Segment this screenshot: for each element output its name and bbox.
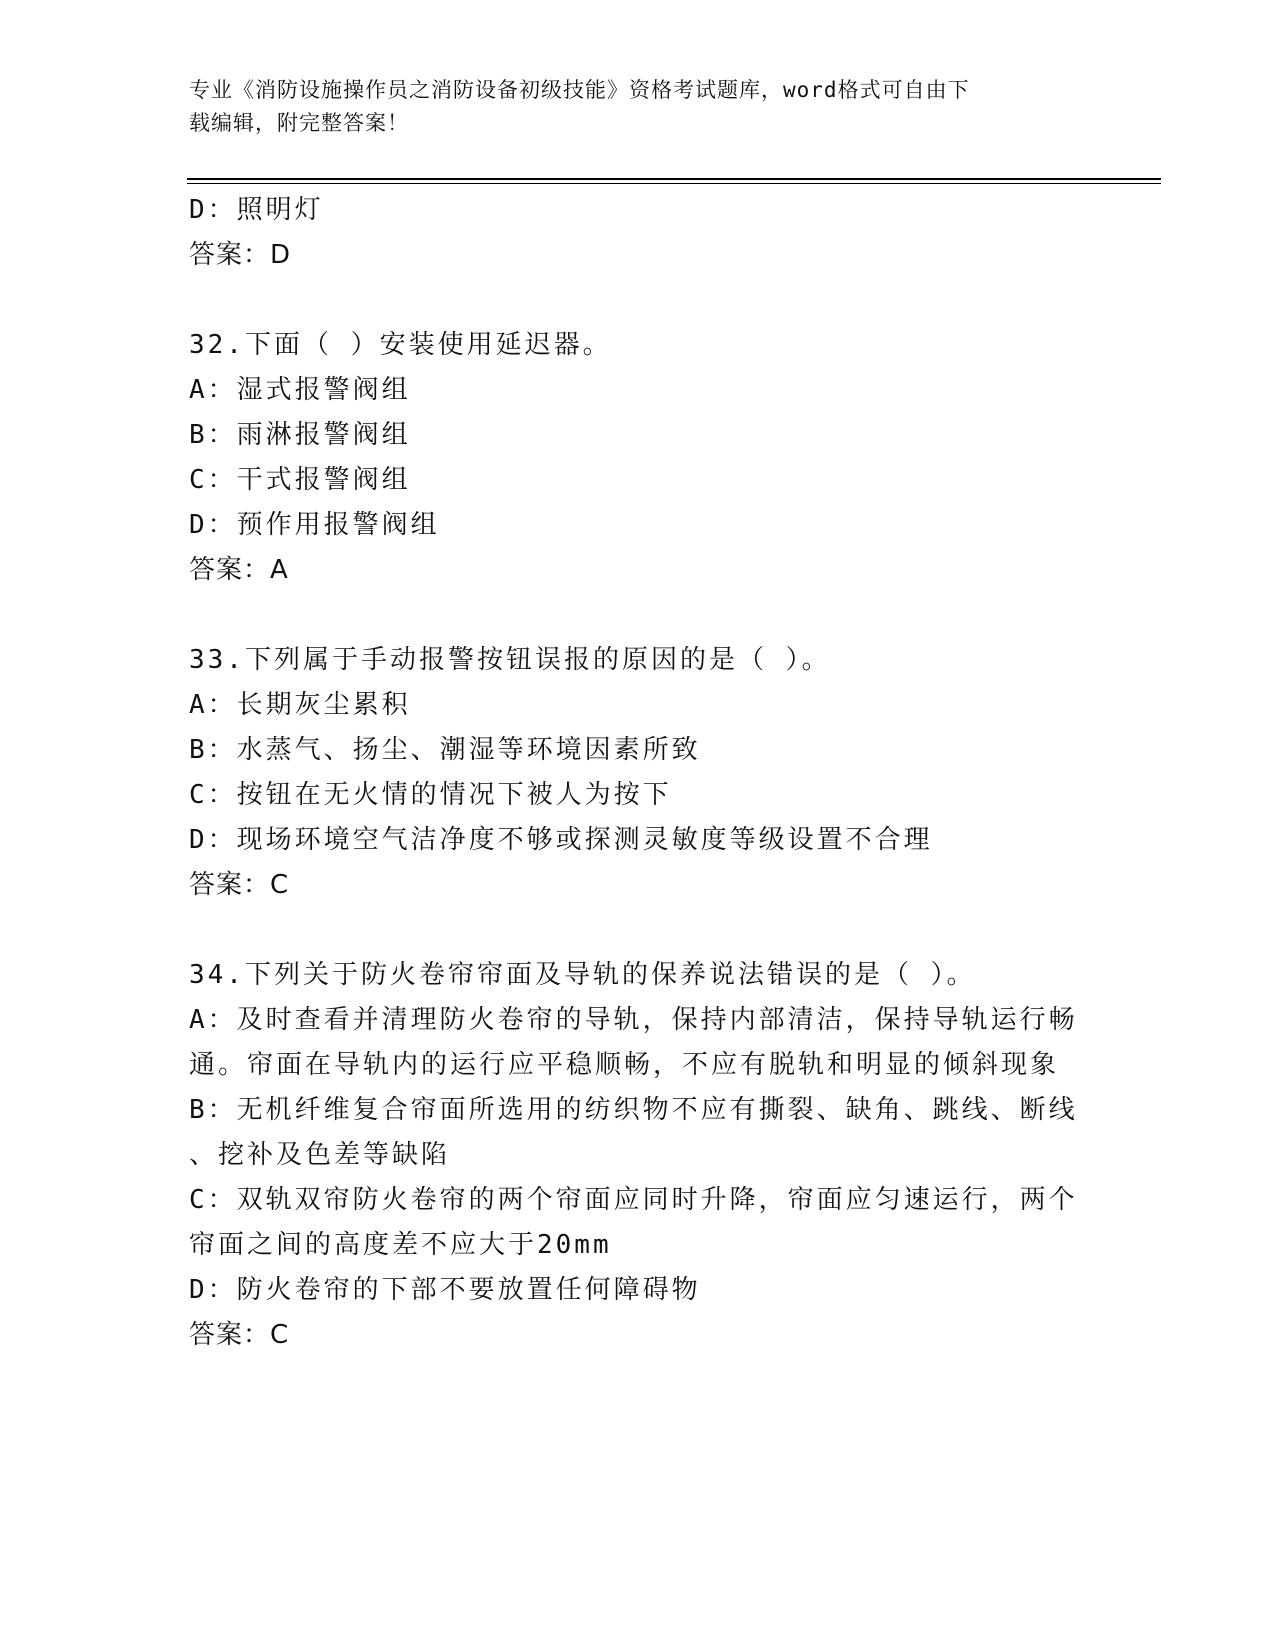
option-b-continued: 、挖补及色差等缺陷 [189,1140,451,1170]
option-a: A：湿式报警阀组 [189,375,411,405]
option-d: D：照明灯 [189,195,324,225]
option-c: C：按钮在无火情的情况下被人为按下 [189,780,672,810]
option-b: B：无机纤维复合帘面所选用的纺织物不应有撕裂、缺角、跳线、断线 [189,1095,1078,1125]
option-d: D：预作用报警阀组 [189,510,440,540]
answer-line: 答案：C [189,1320,290,1350]
option-c: C：干式报警阀组 [189,465,411,495]
answer-line: 答案：A [189,555,289,585]
option-a: A：及时查看并清理防火卷帘的导轨，保持内部清洁，保持导轨运行畅 [189,1005,1078,1035]
spacer [189,278,1089,323]
question-32 [189,323,1089,593]
spacer [189,593,1089,638]
question-33 [189,638,1089,908]
question-content [189,188,1089,1358]
question-34 [189,953,1089,1358]
question-stem: 34.下列关于防火卷帘帘面及导轨的保养说法错误的是（ ）。 [189,960,976,990]
option-c: C：双轨双帘防火卷帘的两个帘面应同时升降，帘面应匀速运行，两个 [189,1185,1078,1215]
header-rule-thin [187,183,1161,184]
option-b: B：雨淋报警阀组 [189,420,411,450]
header-rule-thick [187,178,1161,180]
header-line-1: 专业《消防设施操作员之消防设备初级技能》资格考试题库，word格式可自由下 [189,78,970,102]
option-b: B：水蒸气、扬尘、潮湿等环境因素所致 [189,735,701,765]
option-a-continued: 通。帘面在导轨内的运行应平稳顺畅，不应有脱轨和明显的倾斜现象 [189,1050,1060,1080]
header-line-2: 载编辑，附完整答案！ [189,111,409,135]
answer-line: 答案：C [189,870,290,900]
question-stem: 33.下列属于手动报警按钮误报的原因的是（ ）。 [189,645,831,675]
answer-line: 答案：D [189,240,292,270]
option-c-continued: 帘面之间的高度差不应大于20mm [189,1230,612,1260]
option-d: D：防火卷帘的下部不要放置任何障碍物 [189,1275,701,1305]
option-d: D：现场环境空气洁净度不够或探测灵敏度等级设置不合理 [189,825,933,855]
spacer [189,908,1089,953]
option-a: A：长期灰尘累积 [189,690,411,720]
page-header [189,74,1089,140]
question-stem: 32.下面（ ）安装使用延迟器。 [189,330,612,360]
